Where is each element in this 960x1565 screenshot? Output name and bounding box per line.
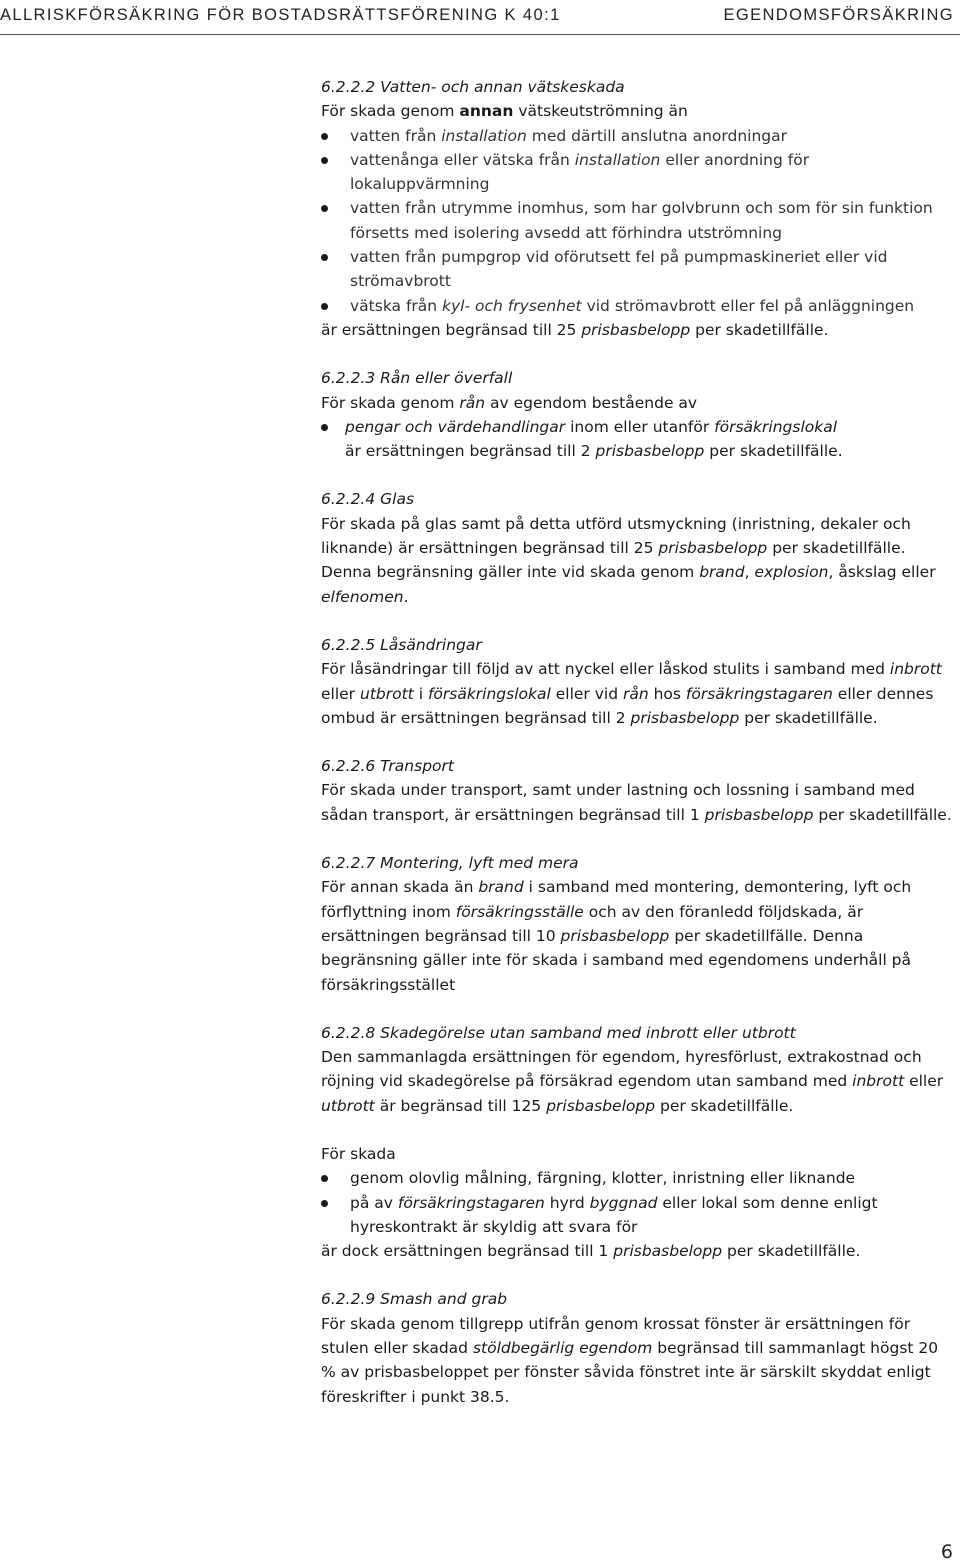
section-6-2-2-2: [321, 75, 953, 342]
paragraph: För skada: [321, 1144, 396, 1163]
paragraph: är ersättningen begränsad till 2 prisbasbelopp per skadetillfälle.: [345, 442, 843, 461]
paragraph: För låsändringar till följd av att nyckel eller låskod stulits i samband med inbrott eller utbrott i försäkringslokal eller vid rån hos försäkringstagaren eller dennes ombud är ersättningen begränsad till 2 prisbasbelopp per skadetillfälle.: [321, 660, 942, 727]
list-item: vatten från pumpgrop vid oförutsett fel på pumpmaskineriet eller vid strömavbrott: [321, 245, 953, 294]
section-6-2-2-8: [321, 1021, 953, 1264]
section-heading: 6.2.2.6 Transport: [321, 757, 454, 776]
paragraph: För skada genom annan vätskeutströmning än: [321, 102, 688, 121]
paragraph: är ersättningen begränsad till 25 prisbasbelopp per skadetillfälle.: [321, 320, 829, 339]
section-heading: 6.2.2.5 Låsändringar: [321, 635, 482, 654]
section-heading: 6.2.2.2 Vatten- och annan vätskeskada: [321, 78, 625, 96]
list-item: vattenånga eller vätska från installation eller anordning för lokaluppvärmning: [321, 148, 953, 197]
bullet-list: [321, 415, 953, 439]
list-item: på av försäkringstagaren hyrd byggnad eller lokal som denne enligt hyreskontrakt är skyldig att svara för: [321, 1191, 953, 1240]
paragraph: är dock ersättningen begränsad till 1 prisbasbelopp per skadetillfälle.: [321, 1242, 861, 1261]
section-heading: 6.2.2.3 Rån eller överfall: [321, 369, 513, 388]
bullet-list: [321, 1166, 953, 1239]
header-title: ALLRISKFÖRSÄKRING FÖR BOSTADSRÄTTSFÖRENING K 40:1: [0, 6, 561, 24]
section-6-2-2-6: [321, 754, 953, 827]
section-heading: 6.2.2.9 Smash and grab: [321, 1290, 508, 1309]
document-body: [321, 75, 953, 1433]
section-heading: 6.2.2.7 Montering, lyft med mera: [321, 854, 579, 873]
paragraph: För annan skada än brand i samband med montering, demontering, lyft och förflyttning inom försäkringsställe och av den föranledd följdskada, är ersättningen begränsad till 10 prisbasbelopp per skadetillfälle. Denna begränsning gäller inte för skada i samband med egendomens underhåll på försäkringsstället: [321, 878, 912, 994]
bullet-list: [321, 124, 953, 318]
section-heading: 6.2.2.8 Skadegörelse utan samband med inbrott eller utbrott: [321, 1023, 796, 1042]
list-item: genom olovlig målning, färgning, klotter, inristning eller liknande: [321, 1166, 953, 1190]
header-section: EGENDOMSFÖRSÄKRING: [723, 6, 954, 24]
paragraph: För skada genom tillgrepp utifrån genom krossat fönster är ersättningen för stulen eller skadad stöldbegärlig egendom begränsad till sammanlagt högst 20 % av prisbasbeloppet per fönster såvida fönstret inte är särskilt skyddat enligt föreskrifter i punkt 38.5.: [321, 1314, 939, 1406]
list-item: vatten från installation med därtill anslutna anordningar: [321, 124, 953, 148]
paragraph: För skada genom rån av egendom bestående av: [321, 393, 698, 412]
section-6-2-2-3: [321, 366, 953, 463]
section-6-2-2-5: [321, 633, 953, 730]
section-6-2-2-7: [321, 851, 953, 997]
list-item: vätska från kyl- och frysenhet vid strömavbrott eller fel på anläggningen: [321, 294, 953, 318]
paragraph: För skada på glas samt på detta utförd utsmyckning (inristning, dekaler och liknande) är ersättningen begränsad till 25 prisbasbelopp per skadetillfälle. Denna begränsning gäller inte vid skada genom brand, explosion, åskslag eller elfenomen.: [321, 514, 936, 606]
section-6-2-2-4: [321, 487, 953, 608]
list-item: vatten från utrymme inomhus, som har golvbrunn och som för sin funktion försetts med isolering avsedd att förhindra utströmning: [321, 196, 953, 245]
paragraph: För skada under transport, samt under lastning och lossning i samband med sådan transport, är ersättningen begränsad till 1 prisbasbelopp per skadetillfälle.: [321, 781, 952, 824]
running-header: [0, 4, 960, 35]
section-6-2-2-9: [321, 1287, 953, 1408]
paragraph: Den sammanlagda ersättningen för egendom, hyresförlust, extrakostnad och röjning vid skadegörelse på försäkrad egendom utan samband med inbrott eller utbrott är begränsad till 125 prisbasbelopp per skadetillfälle.: [321, 1048, 944, 1115]
page-number: 6: [940, 1541, 953, 1563]
section-heading: 6.2.2.4 Glas: [321, 490, 415, 509]
list-item: pengar och värdehandlingar inom eller utanför försäkringslokal: [321, 415, 953, 439]
